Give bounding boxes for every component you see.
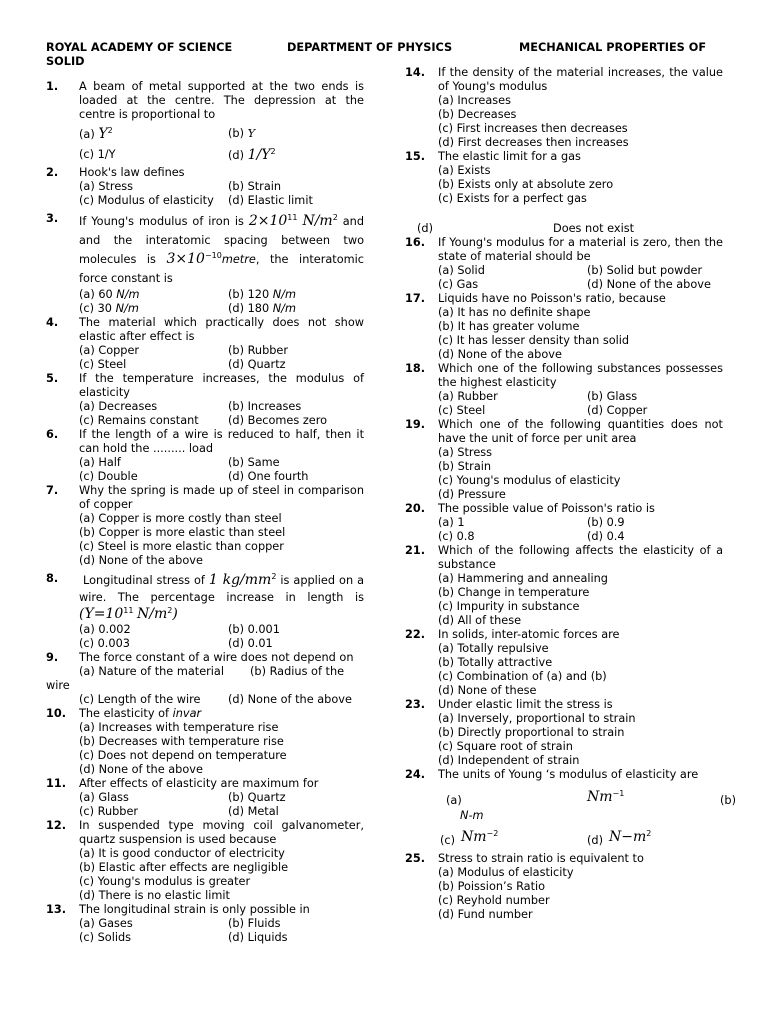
option-c: (c) Solids: [79, 931, 132, 944]
option-c: (c) 30 N/m: [79, 302, 139, 315]
question-number: 11.: [46, 777, 67, 790]
option-d: (d) Copper: [587, 404, 648, 417]
option-a: (a) Half: [79, 456, 121, 469]
question-number: 24.: [405, 768, 426, 781]
option-d: (d) None of the above: [228, 693, 352, 706]
option-a: (a) Stress: [438, 446, 493, 459]
question-16: [405, 236, 723, 292]
option-b: (b) Decreases with temperature rise: [79, 735, 284, 748]
option-c: (c) Does not depend on temperature: [79, 749, 287, 762]
option-c: (c) It has lesser density than solid: [438, 334, 630, 347]
question-number: 23.: [405, 698, 426, 711]
option-a-math: $Nm^{-1}$: [587, 789, 625, 805]
topic-title-cont: SOLID: [46, 55, 85, 68]
question-number: 19.: [405, 418, 426, 431]
question-14: [405, 66, 723, 150]
option-a: (a) It has no definite shape: [438, 306, 591, 319]
option-a: (a): [446, 794, 462, 807]
option-a: (a) Copper: [79, 344, 140, 357]
question-text: After effects of elasticity are maximum for: [79, 777, 319, 790]
option-b: (b) Totally attractive: [438, 656, 553, 669]
option-a: (a) Nature of the material: [79, 665, 224, 678]
question-text: A beam of metal supported at the two ends is loaded at the centre. The depression at the centre is proportional to: [79, 80, 364, 121]
option-a: (a) Copper is more costly than steel: [79, 512, 282, 525]
option-d: (d) Quartz: [228, 358, 286, 371]
option-b-wrap: wire: [46, 679, 70, 692]
option-a: (a) It is good conductor of electricity: [79, 847, 285, 860]
question-number: 7.: [46, 484, 59, 497]
question-number: 12.: [46, 819, 67, 832]
option-a: (a) Stress: [79, 180, 134, 193]
option-b: (b) Directly proportional to strain: [438, 726, 625, 739]
option-b: (b) 120 N/m: [228, 288, 296, 301]
question-number: 21.: [405, 544, 426, 557]
question-text: The force constant of a wire does not depend on: [79, 651, 354, 664]
option-a: (a) Glass: [79, 791, 129, 804]
question-4: [46, 316, 364, 372]
option-d: (d) First decreases then increases: [438, 136, 629, 149]
option-c: (c): [440, 834, 456, 847]
option-b: (b) Quartz: [228, 791, 286, 804]
option-d: (d) None of the above: [587, 278, 711, 291]
option-b: (b) Decreases: [438, 108, 517, 121]
option-d: (d) 0.4: [587, 530, 625, 543]
option-d: (d) Pressure: [438, 488, 506, 501]
option-c: (c) Young's modulus is greater: [79, 875, 251, 888]
option-d: (d) None of the above: [79, 763, 203, 776]
option-d: (d) Liquids: [228, 931, 288, 944]
question-text: Longitudinal stress of 1 $kg/mm^2$ is applied on a wire. The percentage increase in length is ($Y=10^{11}$ $N/m^2$): [79, 572, 365, 622]
option-c: (c) Steel: [79, 358, 127, 371]
question-text: Liquids have no Poisson's ratio, because: [438, 292, 666, 305]
question-17: [405, 292, 723, 362]
question-1: [46, 80, 364, 166]
option-d: (d) One fourth: [228, 470, 309, 483]
option-a: (a) Exists: [438, 164, 491, 177]
option-b: (b) Elastic after effects are negligible: [79, 861, 289, 874]
option-c: (c) Double: [79, 470, 138, 483]
option-d: (d) Elastic limit: [228, 194, 313, 207]
option-d: (d) Becomes zero: [228, 414, 328, 427]
option-a: (a) Hammering and annealing: [438, 572, 608, 585]
question-25: [405, 852, 723, 922]
option-b: (b) Change in temperature: [438, 586, 590, 599]
option-c: (c) Combination of (a) and (b): [438, 670, 607, 683]
topic-title: MECHANICAL PROPERTIES OF: [519, 41, 707, 54]
left-column: [46, 80, 364, 945]
question-21: [405, 544, 723, 628]
option-c: (c) 0.8: [438, 530, 475, 543]
question-19: [405, 418, 723, 502]
option-c: (c) Exists for a perfect gas: [438, 192, 587, 205]
question-text: Which one of the following substances possesses the highest elasticity: [438, 362, 723, 389]
option-c: (c) Rubber: [79, 805, 139, 818]
option-b: (b) Strain: [438, 460, 492, 473]
option-d: (d) All of these: [438, 614, 522, 627]
option-c: (c) Impurity in substance: [438, 600, 580, 613]
option-b-text: N-m: [460, 809, 484, 822]
option-a: (a) Decreases: [79, 400, 158, 413]
option-c: (c) First increases then decreases: [438, 122, 628, 135]
question-number: 5.: [46, 372, 59, 385]
option-d: (d) Independent of strain: [438, 754, 580, 767]
question-24: [405, 768, 736, 852]
option-b: (b) Same: [228, 456, 280, 469]
question-number: 15.: [405, 150, 426, 163]
option-a: (a) 60 N/m: [79, 288, 140, 301]
option-c: (c) Steel: [438, 404, 486, 417]
question-number: 6.: [46, 428, 59, 441]
option-d: (d) None of these: [438, 684, 537, 697]
option-b: (b) Radius of the: [250, 665, 345, 678]
option-b: (b) Poission’s Ratio: [438, 880, 546, 893]
option-d: (d) Metal: [228, 805, 279, 818]
academy-name: ROYAL ACADEMY OF SCIENCE: [46, 41, 233, 54]
option-d: (d) 180 N/m: [228, 302, 296, 315]
option-c: (c) Modulus of elasticity: [79, 194, 214, 207]
question-number: 9.: [46, 651, 59, 664]
option-a: (a) Gases: [79, 917, 133, 930]
question-number: 2.: [46, 166, 59, 179]
option-c: (c) Square root of strain: [438, 740, 573, 753]
question-number: 8.: [46, 572, 59, 585]
question-text: The possible value of Poisson's ratio is: [438, 502, 655, 515]
question-18: [405, 362, 723, 418]
question-number: 4.: [46, 316, 59, 329]
option-d: (d) $1/Y^2$: [228, 147, 276, 163]
question-22: [405, 628, 723, 698]
question-2: [46, 166, 364, 208]
option-c: (c) 1/Y: [79, 148, 116, 161]
option-c: (c) Remains constant: [79, 414, 199, 427]
option-b: (b) It has greater volume: [438, 320, 580, 333]
option-a: (a) $Y^2$: [79, 126, 113, 142]
option-a: (a) Inversely, proportional to strain: [438, 712, 636, 725]
option-b: (b) Solid but powder: [587, 264, 703, 277]
question-15: [405, 150, 723, 236]
option-d-math: $N-m^2$: [609, 829, 652, 845]
option-d: (d) Does not exist: [417, 222, 635, 235]
option-b: (b) Strain: [228, 180, 282, 193]
option-d: (d): [587, 834, 603, 847]
option-b: (b): [720, 794, 736, 807]
option-c: (c) Length of the wire: [79, 693, 201, 706]
option-a: (a) 0.002: [79, 623, 131, 636]
question-text: The units of Young ‘s modulus of elasticity are: [438, 768, 699, 781]
question-text: The elastic limit for a gas: [438, 150, 581, 163]
department-name: DEPARTMENT OF PHYSICS: [287, 41, 453, 54]
option-c: (c) Young's modulus of elasticity: [438, 474, 621, 487]
question-9: [46, 651, 364, 707]
question-text: The elasticity of invar: [79, 707, 202, 720]
question-text: Hook's law defines: [79, 166, 185, 179]
question-text: If the density of the material increases, the value of Young's modulus: [438, 66, 723, 93]
option-d: (d) 0.01: [228, 637, 273, 650]
option-a: (a) Modulus of elasticity: [438, 866, 574, 879]
question-number: 17.: [405, 292, 426, 305]
question-text: Why the spring is made up of steel in comparison of copper: [79, 484, 364, 511]
option-b: (b) Glass: [587, 390, 638, 403]
option-b: (b) Exists only at absolute zero: [438, 178, 614, 191]
option-a: (a) 1: [438, 516, 465, 529]
option-b: (b) Copper is more elastic than steel: [79, 526, 286, 539]
option-c-math: $Nm^{-2}$: [461, 829, 499, 845]
question-number: 1.: [46, 80, 59, 93]
question-text: The material which practically does not show elastic after effect is: [79, 316, 364, 343]
option-b: (b) Y: [228, 127, 256, 140]
question-text: Which one of the following quantities does not have the unit of force per unit area: [438, 418, 723, 445]
option-a: (a) Increases with temperature rise: [79, 721, 279, 734]
option-a: (a) Increases: [438, 94, 512, 107]
question-text: Under elastic limit the stress is: [438, 698, 613, 711]
question-number: 13.: [46, 903, 67, 916]
question-number: 18.: [405, 362, 426, 375]
question-23: [405, 698, 723, 768]
option-d: (d) None of the above: [438, 348, 562, 361]
option-c: (c) Steel is more elastic than copper: [79, 540, 284, 553]
option-b: (b) Rubber: [228, 344, 289, 357]
question-number: 14.: [405, 66, 426, 79]
option-b: (b) 0.9: [587, 516, 625, 529]
option-a: (a) Solid: [438, 264, 485, 277]
question-number: 20.: [405, 502, 426, 515]
question-text: In suspended type moving coil galvanometer, quartz suspension is used because: [79, 819, 364, 846]
option-c: (c) Reyhold number: [438, 894, 550, 907]
question-3: [46, 212, 364, 316]
option-c: (c) 0.003: [79, 637, 130, 650]
question-7: [46, 484, 364, 568]
option-d: (d) Fund number: [438, 908, 533, 921]
question-6: [46, 428, 364, 484]
question-13: [46, 903, 364, 945]
question-12: [46, 819, 364, 903]
question-5: [46, 372, 364, 428]
option-b: (b) Fluids: [228, 917, 281, 930]
question-text: Which of the following affects the elasticity of a substance: [438, 544, 723, 571]
question-text: Stress to strain ratio is equivalent to: [438, 852, 644, 865]
option-b: (b) 0.001: [228, 623, 280, 636]
question-10: [46, 707, 364, 777]
option-b: (b) Increases: [228, 400, 302, 413]
question-number: 16.: [405, 236, 426, 249]
option-a: (a) Totally repulsive: [438, 642, 549, 655]
right-column: [405, 66, 736, 922]
option-d: (d) None of the above: [79, 554, 203, 567]
question-11: [46, 777, 364, 819]
question-text: If the temperature increases, the modulus of elasticity: [79, 372, 364, 399]
question-number: 3.: [46, 212, 59, 225]
question-text: If Young's modulus of iron is $2\times 10^{11}$ $N/m^2$ and and the interatomic spacing between two molecules is $3\times 10^{-10}metre$, the interatomic force constant is: [79, 213, 365, 285]
option-c: (c) Gas: [438, 278, 479, 291]
question-text: The longitudinal strain is only possible in: [79, 903, 310, 916]
question-20: [405, 502, 723, 544]
question-text: If the length of a wire is reduced to half, then it can hold the ......... load: [79, 428, 364, 455]
question-text: In solids, inter-atomic forces are: [438, 628, 620, 641]
option-a: (a) Rubber: [438, 390, 498, 403]
question-number: 10.: [46, 707, 67, 720]
question-8: [46, 572, 364, 651]
question-text: If Young's modulus for a material is zero, then the state of material should be: [438, 236, 723, 263]
question-number: 25.: [405, 852, 426, 865]
option-d: (d) There is no elastic limit: [79, 889, 230, 902]
question-number: 22.: [405, 628, 426, 641]
